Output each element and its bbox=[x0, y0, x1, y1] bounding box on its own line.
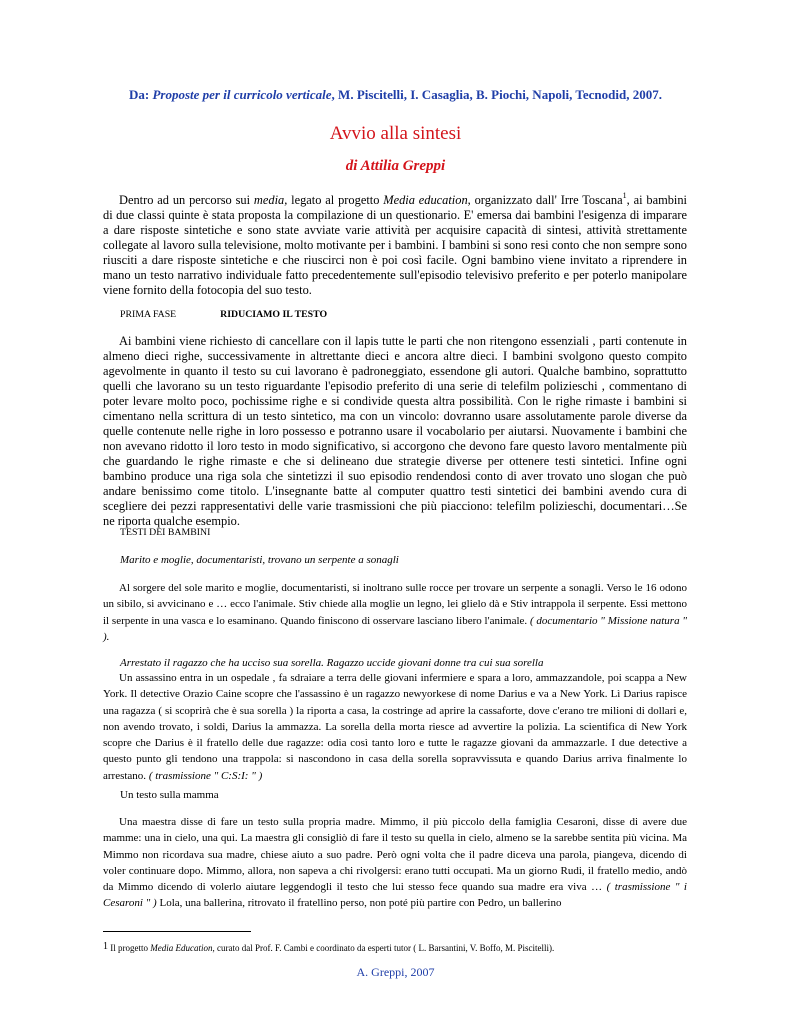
intro-text-f: , ai bambini di due classi quinte è stata proposta la compilazione di un questionario. E' emersa dai bambini l'esigenza di imparare a dare risposte sintetiche e sono state avviate varie attività per acquisire capacità di sintesi, attività strettamente collegate al lavoro sulla televisione, molto motivante per i bambini. I bambini si sono resi conto che non sempre sono riusciti a dare risposte sintetiche e che riuscirci non è poi così facile. Ogni bambino viene invitato a riprendere in mano un testo narrativo individuale fatto precedentemente sull'episodio televisivo preferito e per poterlo manipolare viene fornito della fotocopia del suo testo. bbox=[103, 193, 687, 297]
source-prefix: Da: bbox=[128, 87, 153, 102]
page-title: Avvio alla sintesi bbox=[329, 123, 462, 144]
intro-paragraph bbox=[103, 188, 687, 298]
story2-source: ( trasmissione " C:S:I: " ) bbox=[148, 769, 263, 782]
story3-source: ( trasmissione " i Cesaroni " ) bbox=[103, 881, 687, 910]
intro-text-project: Media education bbox=[383, 193, 468, 207]
footnote-divider bbox=[103, 931, 251, 932]
page-footer: A. Greppi, 2007 bbox=[356, 965, 435, 979]
texts-label: TESTI DEI BAMBINI bbox=[120, 527, 211, 538]
story1-title: Marito e moglie, documentaristi, trovano un serpente a sonagli bbox=[120, 554, 399, 566]
phase-title: RIDUCIAMO IL TESTO bbox=[220, 309, 328, 320]
footnote-text-c: curato dal Prof. F. Cambi e coordinato da esperti tutor ( L. Barsantini, V. Boffo, M. Piscitelli). bbox=[214, 943, 555, 953]
footnote-text-a: Il progetto bbox=[108, 943, 151, 953]
footnote-text-project: Media Education, bbox=[150, 943, 215, 953]
source-details: , M. Piscitelli, I. Casaglia, B. Piochi, Napoli, Tecnodid, 2007. bbox=[331, 87, 662, 102]
phase-heading bbox=[120, 309, 327, 320]
story2-body: Un assassino entra in un ospedale , fa sdraiare a terra delle giovani infermiere e spara a loro, ammazzandole, poi scappa a New York. Il detective Orazio Caine scopre che l'assassino è un ragazzo newyorkese di nome Darius e va a New York. Lì Darius rapisce una ragazza ( si scoprirà che è sua sorella ) la riporta a casa, la costringe ad aprire la cassaforte, dove c'erano tre milioni di dollari e, non avendo trovato, i soldi, Darius la ammazza. La sorella della morta riesce ad avvertire la polizia. La scientifica di New York scopre che Darius è il fratello delle due ragazze: odia così tanto loro e tutte le ragazze giovani da ammazzarle. I due detective a questo punto gli tendono una trappola: si nascondono in casa della sorella sopravvissuta e quando Darius arriva finalmente lo arrestano. bbox=[103, 672, 687, 782]
story3-text bbox=[103, 814, 687, 912]
intro-text-c: legato al progetto bbox=[287, 193, 384, 207]
phase-text: Ai bambini viene richiesto di cancellare con il lapis tutte le parti che non ritengono essenziali , parti contenute in almeno dieci righe, successivamente in altrettante dieci e ancora altre dieci. I bambini svolgono questo compito agevolmente in quanto il testo su cui lavorano è padroneggiato, essendone gli autori. Qualche bambino, soprattutto quelli che lavorano su un testo riguardante l'episodio preferito di una serie di telefilm polizieschi , commentano di poter levare molto poco, pochissime righe e si condivide questa altra possibilità. Con le righe rimaste i bambini si cimentano nella scrittura di un testo sintetico, ma con un vincolo: dovranno usare assolutamente parole diverse da quelle contenute nelle righe in loro possesso e potranno usare il vocabolario per aiutarsi. Nuovamente i bambini che non avevano ridotto il loro testo in modo significativo, si accorgono che devono fare questo lavoro mentalmente più che guardando le righe rimaste e che si delineano due strategie diverse per ottenere testi sintetici. Infine ogni bambino produce una riga sola che sintetizzi il suo episodio rendendosi conto di aver trovato uno slogan che può andare benissimo come titolo. L'insegnante batte al computer quattro testi sintetici dei bambini avendo cura di scegliere dei pezzi rappresentativi delle varie trasmissioni che più piacciono: telefilm polizieschi, documentari…Se ne riporta qualche esempio. bbox=[103, 334, 687, 528]
source-book-title: Proposte per il curricolo verticale bbox=[152, 87, 332, 102]
footnote bbox=[103, 941, 554, 953]
story1-source: ( documentario " Missione natura " ). bbox=[103, 614, 687, 643]
story2-text bbox=[103, 670, 687, 784]
footnote-number: 1 bbox=[103, 941, 108, 952]
phase-paragraph bbox=[103, 334, 687, 529]
intro-text-a: Dentro ad un percorso sui bbox=[119, 193, 254, 207]
story1-text bbox=[103, 580, 687, 645]
phase-label: PRIMA FASE bbox=[120, 309, 177, 320]
story3-body: Una maestra disse di fare un testo sulla propria madre. Mimmo, il più piccolo della famiglia Cesaroni, disse di avere due mamme: una in cielo, una qui. La maestra gli consigliò di fare il testo su quella in cielo, almeno se la sarebbe sentita più vicina. Ma Mimmo non ricordava sua madre, chiese aiuto a suo padre. Però ogni volta che il padre diceva una parola, piangeva, dicendo di voler continuare dopo. Mimmo, allora, non sapeva a chi rivolgersi: erano tutti occupati. Ma un giorno Rudi, il fratello medio, andò da Mimmo dicendo di volerlo aiutare leggendogli il testo che lui stesso fece quando sua madre era viva … bbox=[103, 816, 687, 894]
footnote-reference[interactable]: 1 bbox=[622, 191, 627, 200]
story3-title: Un testo sulla mamma bbox=[120, 789, 219, 801]
story1-body: Al sorgere del sole marito e moglie, documentaristi, si inoltrano sulle rocce per trovare un serpente a sonagli. Verso le 16 odono un sibilo, si avvicinano e … ecco l'animale. Stiv chiede alla moglie un legno, lei glielo dà e Stiv intrappola il serpente. Essi mettono il serpente in una vasca e lo esaminano. Quando finiscono di osservare lasciano libero l'animale. bbox=[103, 582, 687, 627]
author-line: di Attilia Greppi bbox=[345, 158, 446, 174]
story3-tail: Lola, una ballerina, ritrovato il fratellino perso, non poté più partire con Pedro, un ballerino bbox=[156, 897, 562, 910]
intro-text-media: media, bbox=[253, 193, 288, 207]
intro-text-e: , organizzato dall' Irre Toscana bbox=[467, 193, 623, 207]
story2-title: Arrestato il ragazzo che ha ucciso sua sorella. Ragazzo uccide giovani donne tra cui sua sorella bbox=[120, 657, 544, 669]
source-citation bbox=[60, 87, 731, 103]
